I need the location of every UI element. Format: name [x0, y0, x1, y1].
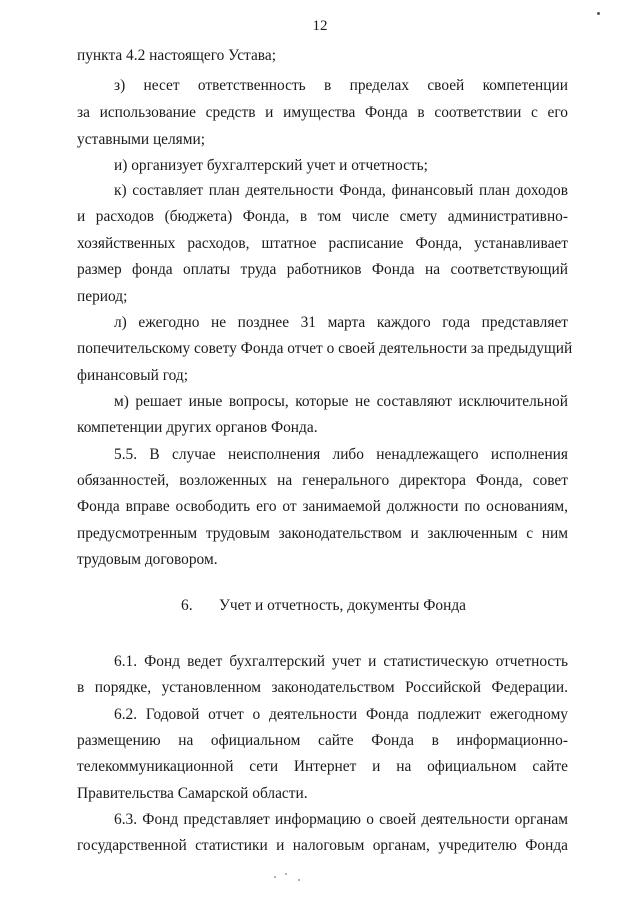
scan-speck — [285, 873, 287, 875]
text-line: в порядке, установленном законодательством Российской Федерации. — [77, 679, 568, 696]
text-line: Фонда вправе освободить его от занимаемой должности по основаниям, — [77, 498, 568, 515]
text-line: к) составляет план деятельности Фонда, финансовый план доходов — [114, 182, 568, 199]
text-line: хозяйственных расходов, штатное расписание Фонда, устанавливает — [77, 235, 568, 252]
text-line: предусмотренным трудовым законодательством и заключенным с ним — [77, 525, 568, 542]
text-line: компетенции других органов Фонда. — [77, 419, 318, 436]
text-line: период; — [77, 288, 128, 305]
text-line: 5.5. В случае неисполнения либо ненадлежащего исполнения — [114, 446, 568, 463]
section-heading — [181, 596, 466, 616]
text-line: м) решает иные вопросы, которые не составляют исключительной — [114, 393, 568, 410]
text-line: 6.2. Годовой отчет о деятельности Фонда подлежит ежегодному — [114, 706, 568, 723]
text-line: 6.3. Фонд представляет информацию о своей деятельности органам — [114, 811, 568, 828]
text-line: обязанностей, возложенных на генерального директора Фонда, совет — [77, 472, 568, 489]
scan-speck — [274, 876, 276, 878]
section-title: Учет и отчетность, документы Фонда — [219, 597, 466, 614]
text-line: 6.1. Фонд ведет бухгалтерский учет и статистическую отчетность — [114, 653, 568, 670]
text-line: размещению на официальном сайте Фонда в информационно- — [77, 732, 568, 749]
text-line: размер фонда оплаты труда работников Фонда на соответствующий — [77, 261, 568, 278]
scan-speck — [298, 879, 300, 881]
text-line: государственной статистики и налоговым органам, учредителю Фонда — [77, 837, 568, 854]
text-line: уставными целями; — [77, 131, 206, 148]
text-line: и расходов (бюджета) Фонда, в том числе смету административно- — [77, 208, 568, 225]
text-line: телекоммуникационной сети Интернет и на официальном сайте — [77, 758, 568, 775]
text-line: за использование средств и имущества Фонда в соответствии с его — [77, 104, 568, 121]
text-line: пункта 4.2 настоящего Устава; — [77, 47, 276, 64]
text-line: и) организует бухгалтерский учет и отчетность; — [114, 157, 428, 174]
text-line: з) несет ответственность в пределах своей компетенции — [114, 77, 568, 94]
text-line: Правительства Самарской области. — [77, 785, 308, 802]
scan-speck — [597, 12, 600, 15]
text-line: трудовым договором. — [77, 551, 218, 568]
text-line: л) ежегодно не позднее 31 марта каждого года представляет — [114, 314, 568, 331]
section-number: 6. — [181, 597, 193, 614]
text-line: финансовый год; — [77, 367, 189, 384]
text-line: попечительскому совету Фонда отчет о своей деятельности за предыдущий — [77, 340, 573, 357]
page-number: 12 — [312, 18, 328, 34]
